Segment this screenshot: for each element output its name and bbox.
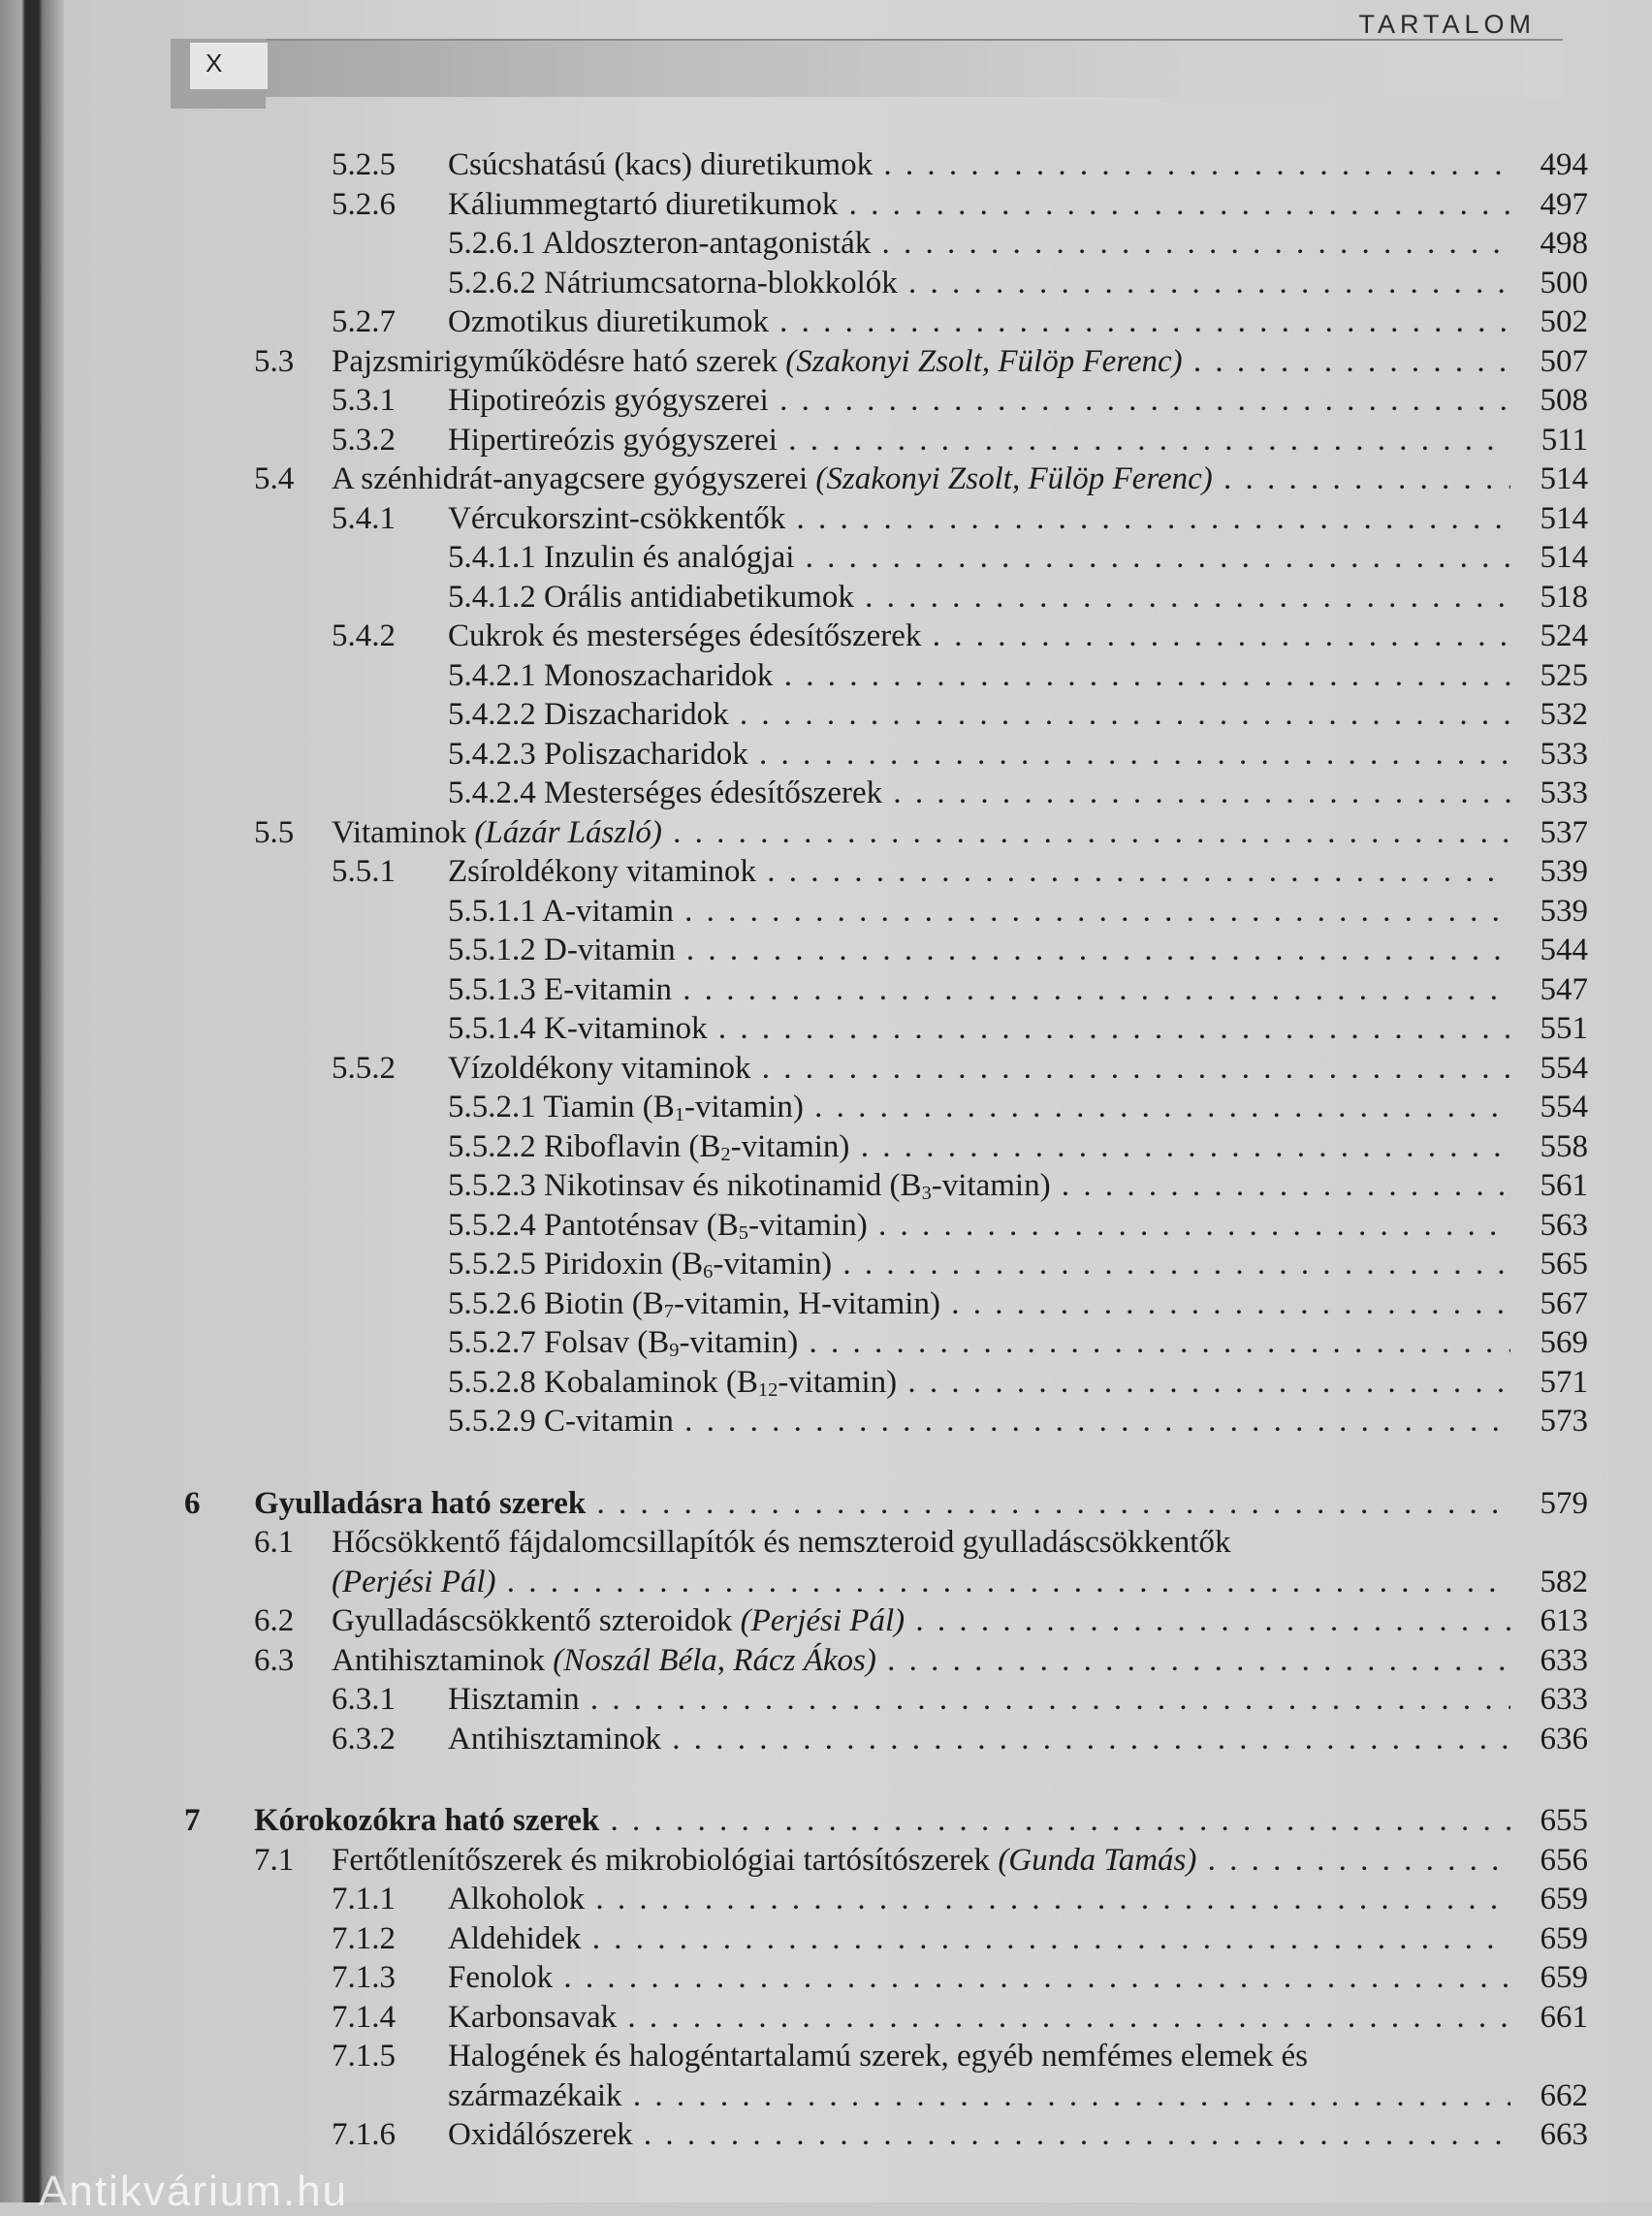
toc-leader-dots bbox=[662, 815, 1510, 850]
toc-entry-page: 514 bbox=[1540, 540, 1588, 575]
toc-leader-dots bbox=[876, 1643, 1510, 1678]
toc-entry-page: 567 bbox=[1540, 1285, 1588, 1321]
toc-entry bbox=[0, 421, 1652, 460]
toc-leader-dots bbox=[751, 1051, 1510, 1086]
watermark: Antikvárium.hu bbox=[39, 2168, 349, 2215]
toc-entry bbox=[0, 1323, 1652, 1363]
toc-entry-title-text: Káliummegtartó diuretikumok bbox=[448, 186, 839, 222]
toc-entry-title-text: Csúcshatású (kacs) diuretikumok bbox=[448, 147, 874, 182]
page-number: X bbox=[206, 48, 224, 78]
toc-leader-dots bbox=[871, 226, 1510, 261]
toc-entry-title-text: Alkoholok bbox=[448, 1882, 586, 1916]
toc-entry-number: 5.4 bbox=[254, 461, 295, 496]
toc-entry-author: (Szakonyi Zsolt, Fülöp Ferenc) bbox=[815, 461, 1213, 496]
toc-entry-title-text: Fenolok bbox=[448, 1960, 554, 1995]
toc-entry bbox=[0, 1563, 1652, 1602]
toc-entry-page: 573 bbox=[1540, 1404, 1588, 1439]
toc-entry bbox=[0, 2037, 1652, 2076]
toc-entry-page: 507 bbox=[1540, 343, 1588, 379]
toc-entry-title bbox=[448, 892, 1510, 931]
toc-entry-title bbox=[448, 774, 1510, 812]
toc-entry-subscript: 6 bbox=[703, 1261, 714, 1283]
toc-leader-dots bbox=[838, 187, 1510, 222]
toc-entry bbox=[0, 1601, 1652, 1641]
toc-entry-page: 659 bbox=[1540, 1920, 1588, 1956]
toc-entry-title-text: Aldehidek bbox=[448, 1920, 582, 1956]
toc-leader-dots bbox=[581, 1921, 1510, 1956]
toc-entry bbox=[0, 1841, 1652, 1881]
toc-entry-title-tail: -vitamin) bbox=[778, 1364, 898, 1400]
toc-entry-title bbox=[448, 224, 1510, 263]
toc-entry-title-text: Oxidálószerek bbox=[448, 2117, 633, 2152]
toc-entry-page: 579 bbox=[1540, 1485, 1588, 1521]
toc-entry-page: 532 bbox=[1540, 697, 1588, 732]
toc-entry bbox=[0, 1206, 1652, 1246]
toc-entry-title bbox=[448, 1720, 1510, 1758]
toc-entry-title bbox=[448, 381, 1510, 420]
toc-entry-page: 656 bbox=[1540, 1842, 1588, 1878]
toc-entry-title bbox=[448, 1998, 1510, 2037]
toc-entry-title-text: 5.5.2.5 Piridoxin (B bbox=[448, 1247, 704, 1282]
toc-entry-page: 661 bbox=[1540, 1999, 1588, 2035]
toc-entry-title-text: 5.5.1.3 E-vitamin bbox=[448, 971, 672, 1007]
toc-entry-title-text: 5.5.2.2 Riboflavin (B bbox=[448, 1128, 721, 1164]
toc-leader-dots bbox=[585, 1882, 1510, 1916]
toc-entry-title bbox=[448, 970, 1510, 1009]
toc-entry-number: 5.2.6 bbox=[332, 186, 396, 222]
toc-entry-number: 5.2.7 bbox=[332, 304, 396, 339]
toc-entry bbox=[0, 1801, 1652, 1841]
toc-entry-page: 633 bbox=[1540, 1682, 1588, 1717]
toc-entry bbox=[0, 1523, 1652, 1563]
toc-entry bbox=[0, 1641, 1652, 1681]
toc-entry bbox=[0, 1880, 1652, 1919]
toc-leader-dots bbox=[622, 2078, 1510, 2113]
toc-entry-number: 5.2.5 bbox=[332, 147, 396, 182]
toc-entry-page: 537 bbox=[1540, 814, 1588, 850]
toc-entry-subscript: 12 bbox=[757, 1378, 778, 1401]
toc-entry-page: 494 bbox=[1540, 147, 1588, 182]
toc-entry-title-text: 5.4.1.1 Inzulin és analógjai bbox=[448, 540, 795, 575]
toc-entry-title bbox=[448, 2037, 1510, 2075]
toc-leader-dots bbox=[849, 1129, 1510, 1164]
toc-leader-dots bbox=[676, 933, 1510, 967]
toc-leader-dots bbox=[633, 2117, 1510, 2152]
toc-leader-dots bbox=[868, 1208, 1510, 1243]
toc-entry-title bbox=[448, 1009, 1510, 1048]
toc-entry-title bbox=[332, 459, 1510, 498]
toc-entry-number: 6.2 bbox=[254, 1603, 295, 1638]
toc-leader-dots bbox=[769, 304, 1510, 339]
table-of-contents bbox=[0, 145, 1652, 2155]
toc-entry-title-text: 5.5.1.1 A-vitamin bbox=[448, 893, 674, 929]
toc-entry-page: 561 bbox=[1540, 1168, 1588, 1203]
toc-entry-page: 663 bbox=[1540, 2117, 1588, 2152]
toc-entry bbox=[0, 224, 1652, 264]
toc-entry-title-text: 5.4.2.3 Poliszacharidok bbox=[448, 736, 748, 772]
toc-entry-title bbox=[448, 735, 1510, 774]
toc-leader-dots bbox=[773, 658, 1510, 693]
toc-entry-number: 5.3 bbox=[254, 343, 295, 379]
toc-entry-page: 498 bbox=[1540, 226, 1588, 261]
toc-entry-title-text: 5.2.6.1 Aldoszteron-antagonisták bbox=[448, 226, 872, 261]
toc-spacer bbox=[0, 1441, 1652, 1484]
toc-entry-page: 655 bbox=[1540, 1803, 1588, 1838]
toc-entry bbox=[0, 1484, 1652, 1524]
header-box-inner bbox=[190, 43, 268, 89]
toc-entry-title bbox=[448, 302, 1510, 341]
toc-entry-page: 636 bbox=[1540, 1721, 1588, 1757]
toc-entry bbox=[0, 1402, 1652, 1441]
toc-entry-title bbox=[448, 931, 1510, 969]
toc-entry-title bbox=[332, 1601, 1510, 1640]
toc-entry-title bbox=[448, 1880, 1510, 1918]
toc-entry-page: 524 bbox=[1540, 618, 1588, 653]
toc-entry-title-text: 5.5.2.6 Biotin (B bbox=[448, 1285, 664, 1321]
toc-entry-title bbox=[448, 264, 1510, 302]
toc-entry-title-text: 5.5.2.4 Pantoténsav (B bbox=[448, 1207, 739, 1243]
toc-entry bbox=[0, 656, 1652, 696]
toc-entry-title-text: Kórokozókra ható szerek bbox=[254, 1803, 600, 1838]
toc-entry-title bbox=[332, 1523, 1510, 1562]
toc-leader-dots bbox=[586, 1486, 1510, 1521]
toc-entry-title-text: 5.4.2.1 Monoszacharidok bbox=[448, 657, 774, 693]
toc-entry-title-text: Hőcsökkentő fájdalomcsillapítók és nemszteroid gyulladáscsökkentők bbox=[332, 1525, 1231, 1560]
toc-leader-dots bbox=[674, 894, 1510, 929]
toc-entry bbox=[0, 185, 1652, 225]
toc-entry-title bbox=[448, 1363, 1510, 1402]
toc-entry-subscript: 7 bbox=[663, 1300, 674, 1322]
toc-entry-title-text: 5.4.1.2 Orális antidiabetikumok bbox=[448, 579, 854, 615]
toc-entry bbox=[0, 342, 1652, 382]
toc-entry-title bbox=[448, 578, 1510, 617]
toc-entry-subscript: 3 bbox=[921, 1183, 932, 1205]
toc-entry bbox=[0, 1127, 1652, 1167]
toc-entry-title bbox=[448, 1284, 1510, 1323]
toc-entry bbox=[0, 695, 1652, 735]
toc-leader-dots bbox=[674, 1404, 1510, 1439]
toc-entry-page: 551 bbox=[1540, 1011, 1588, 1046]
toc-entry bbox=[0, 578, 1652, 617]
toc-entry-title bbox=[448, 1127, 1510, 1166]
toc-leader-dots bbox=[617, 2000, 1510, 2035]
toc-leader-dots bbox=[882, 776, 1510, 810]
toc-entry-title bbox=[448, 1919, 1510, 1958]
toc-entry-title-text: Hipotireózis gyógyszerei bbox=[448, 383, 769, 418]
toc-entry bbox=[0, 2115, 1652, 2155]
toc-leader-dots bbox=[873, 147, 1510, 182]
toc-entry-number: 7.1 bbox=[254, 1842, 295, 1878]
toc-entry-title-tail: -vitamin) bbox=[713, 1247, 833, 1282]
toc-entry-number: 5.5.2 bbox=[332, 1050, 396, 1086]
toc-leader-dots bbox=[1196, 1843, 1510, 1878]
toc-entry-page: 514 bbox=[1540, 500, 1588, 536]
toc-entry bbox=[0, 1245, 1652, 1284]
toc-leader-dots bbox=[580, 1682, 1510, 1717]
toc-entry-page: 571 bbox=[1540, 1364, 1588, 1400]
toc-entry-page: 563 bbox=[1540, 1207, 1588, 1243]
toc-entry-page: 547 bbox=[1540, 971, 1588, 1007]
toc-entry-page: 613 bbox=[1540, 1603, 1588, 1638]
toc-entry-page: 565 bbox=[1540, 1247, 1588, 1282]
toc-entry-title-text: 5.5.2.7 Folsav (B bbox=[448, 1325, 670, 1360]
toc-entry bbox=[0, 499, 1652, 539]
toc-entry-title-text: Vitaminok bbox=[332, 814, 467, 850]
toc-entry-page: 659 bbox=[1540, 1960, 1588, 1995]
toc-entry-title-tail: -vitamin) bbox=[684, 1090, 804, 1124]
toc-leader-dots bbox=[794, 540, 1510, 575]
toc-entry-title bbox=[448, 2115, 1510, 2154]
toc-leader-dots bbox=[661, 1722, 1510, 1757]
toc-entry-title bbox=[332, 1641, 1510, 1680]
toc-leader-dots bbox=[756, 854, 1510, 889]
toc-entry bbox=[0, 735, 1652, 775]
toc-leader-dots bbox=[599, 1803, 1510, 1838]
toc-entry-title bbox=[448, 538, 1510, 577]
toc-entry-title bbox=[448, 695, 1510, 734]
toc-entry-title bbox=[254, 1484, 1510, 1523]
toc-entry-title bbox=[448, 185, 1510, 224]
toc-entry-title-text: 5.2.6.2 Nátriumcsatorna-blokkolók bbox=[448, 265, 898, 301]
toc-entry-title-tail: -vitamin) bbox=[730, 1128, 850, 1164]
toc-entry-title bbox=[448, 1049, 1510, 1088]
toc-leader-dots bbox=[496, 1565, 1510, 1599]
toc-entry bbox=[0, 1363, 1652, 1403]
toc-entry bbox=[0, 1958, 1652, 1998]
toc-entry-title bbox=[332, 813, 1510, 852]
toc-entry-page: 518 bbox=[1540, 579, 1588, 615]
toc-entry-number: 6.3.2 bbox=[332, 1721, 396, 1757]
toc-entry bbox=[0, 381, 1652, 421]
toc-entry-page: 544 bbox=[1540, 933, 1588, 967]
toc-leader-dots bbox=[729, 697, 1510, 732]
toc-entry-title-text: Zsíroldékony vitaminok bbox=[448, 854, 757, 889]
toc-entry bbox=[0, 852, 1652, 892]
toc-leader-dots bbox=[672, 972, 1510, 1007]
toc-entry-title bbox=[448, 1245, 1510, 1283]
toc-entry-title bbox=[332, 1563, 1510, 1601]
toc-entry-page: 514 bbox=[1540, 461, 1588, 496]
toc-entry-title-text: Ozmotikus diuretikumok bbox=[448, 304, 769, 339]
toc-leader-dots bbox=[769, 383, 1510, 418]
toc-entry-page: 659 bbox=[1540, 1882, 1588, 1916]
toc-entry bbox=[0, 538, 1652, 578]
toc-entry bbox=[0, 1049, 1652, 1089]
toc-entry bbox=[0, 1088, 1652, 1127]
toc-entry-title-text: 5.4.2.4 Mesterséges édesítőszerek bbox=[448, 776, 883, 810]
toc-leader-dots bbox=[897, 1365, 1510, 1400]
toc-entry-title bbox=[448, 2076, 1510, 2115]
toc-entry bbox=[0, 931, 1652, 970]
toc-entry-title bbox=[448, 1088, 1510, 1126]
toc-entry-title bbox=[448, 617, 1510, 655]
toc-entry-page: 508 bbox=[1540, 383, 1588, 418]
toc-entry-title-text: Vércukorszint-csökkentők bbox=[448, 500, 786, 536]
toc-entry-title-text: Halogének és halogéntartalamú szerek, egyéb nemfémes elemek és bbox=[448, 2039, 1308, 2074]
toc-entry-number: 7.1.6 bbox=[332, 2117, 396, 2152]
toc-entry bbox=[0, 1680, 1652, 1720]
toc-entry-title bbox=[448, 421, 1510, 459]
toc-leader-dots bbox=[832, 1247, 1510, 1282]
toc-entry-title bbox=[448, 1680, 1510, 1719]
toc-entry-title bbox=[448, 499, 1510, 538]
toc-leader-dots bbox=[905, 1603, 1510, 1638]
toc-entry bbox=[0, 1720, 1652, 1759]
toc-entry bbox=[0, 813, 1652, 853]
toc-entry bbox=[0, 1919, 1652, 1959]
toc-entry-title-text: Fertőtlenítőszerek és mikrobiológiai tartósítószerek bbox=[332, 1842, 991, 1878]
toc-entry-title bbox=[448, 1958, 1510, 1997]
toc-entry-page: 511 bbox=[1541, 422, 1588, 458]
toc-entry-page: 502 bbox=[1540, 304, 1588, 339]
toc-entry-page: 497 bbox=[1540, 186, 1588, 222]
toc-entry-title-tail: -vitamin) bbox=[747, 1207, 868, 1243]
toc-leader-dots bbox=[785, 501, 1510, 536]
toc-entry-title bbox=[254, 1801, 1510, 1840]
toc-entry-author: (Lázár László) bbox=[474, 814, 662, 850]
toc-leader-dots bbox=[798, 1325, 1510, 1360]
toc-entry-title-text: Gyulladásra ható szerek bbox=[254, 1485, 587, 1521]
toc-entry-title bbox=[448, 1166, 1510, 1205]
toc-entry-subscript: 9 bbox=[669, 1340, 680, 1362]
toc-entry-number: 7.1.3 bbox=[332, 1960, 396, 1995]
toc-entry-number: 7.1.2 bbox=[332, 1920, 396, 1956]
toc-spacer bbox=[0, 1758, 1652, 1801]
toc-entry-number: 6.3.1 bbox=[332, 1682, 396, 1717]
toc-entry bbox=[0, 1166, 1652, 1206]
toc-entry bbox=[0, 1009, 1652, 1049]
toc-entry-subscript: 1 bbox=[674, 1104, 685, 1126]
toc-entry-page: 533 bbox=[1540, 776, 1588, 810]
toc-entry-subscript: 5 bbox=[738, 1221, 748, 1244]
toc-entry-number: 5.3.1 bbox=[332, 383, 396, 418]
toc-entry bbox=[0, 1284, 1652, 1324]
toc-leader-dots bbox=[898, 266, 1510, 301]
toc-leader-dots bbox=[921, 618, 1510, 653]
running-head: TARTALOM bbox=[1358, 10, 1536, 39]
toc-entry-number: 7.1.4 bbox=[332, 1999, 396, 2035]
toc-entry bbox=[0, 617, 1652, 656]
toc-entry-number: 5.4.2 bbox=[332, 618, 396, 653]
toc-entry-title-text: A szénhidrát-anyagcsere gyógyszerei bbox=[332, 461, 809, 496]
toc-entry-page: 662 bbox=[1540, 2077, 1588, 2113]
toc-entry-author: (Perjési Pál) bbox=[332, 1564, 496, 1599]
toc-entry-title bbox=[448, 145, 1510, 184]
toc-entry bbox=[0, 892, 1652, 932]
toc-entry-title-tail: -vitamin) bbox=[679, 1325, 799, 1360]
toc-entry-number: 6.1 bbox=[254, 1525, 295, 1560]
toc-entry-title-text: 5.4.2.2 Diszacharidok bbox=[448, 697, 729, 732]
toc-entry-number: 5.5 bbox=[254, 814, 295, 850]
toc-entry-title-text: Antihisztaminok bbox=[448, 1721, 661, 1757]
toc-entry-page: 582 bbox=[1540, 1564, 1588, 1599]
toc-entry-author: (Noszál Béla, Rácz Ákos) bbox=[553, 1642, 876, 1678]
toc-entry-subscript: 2 bbox=[720, 1143, 731, 1165]
toc-entry-title-text: Cukrok és mesterséges édesítőszerek bbox=[448, 618, 922, 653]
toc-entry-page: 525 bbox=[1540, 657, 1588, 693]
toc-entry-title bbox=[448, 1206, 1510, 1245]
toc-entry-title-tail: -vitamin) bbox=[931, 1168, 1051, 1203]
toc-entry-number: 5.5.1 bbox=[332, 854, 396, 889]
toc-entry-title bbox=[332, 1841, 1510, 1880]
toc-entry-number: 7 bbox=[184, 1803, 201, 1838]
toc-entry-page: 539 bbox=[1540, 854, 1588, 889]
toc-leader-dots bbox=[804, 1090, 1510, 1124]
toc-entry-title-text: származékaik bbox=[448, 2077, 622, 2113]
toc-entry-title-text: 5.5.2.3 Nikotinsav és nikotinamid (B bbox=[448, 1168, 922, 1203]
toc-entry-title-text: 5.5.2.9 C-vitamin bbox=[448, 1404, 674, 1439]
toc-leader-dots bbox=[708, 1011, 1510, 1046]
toc-entry bbox=[0, 774, 1652, 813]
toc-entry-title bbox=[448, 656, 1510, 695]
toc-entry-title bbox=[448, 852, 1510, 891]
toc-entry-title-text: Vízoldékony vitaminok bbox=[448, 1050, 751, 1086]
toc-entry bbox=[0, 2076, 1652, 2116]
toc-leader-dots bbox=[748, 737, 1510, 772]
toc-entry-number: 7.1.5 bbox=[332, 2039, 396, 2074]
toc-entry bbox=[0, 459, 1652, 499]
toc-entry-title-text: Hipertireózis gyógyszerei bbox=[448, 422, 778, 458]
toc-entry-author: (Szakonyi Zsolt, Fülöp Ferenc) bbox=[785, 343, 1183, 379]
toc-leader-dots bbox=[1183, 344, 1510, 379]
toc-entry-title-text: Gyulladáscsökkentő szteroidok bbox=[332, 1603, 733, 1638]
toc-entry bbox=[0, 264, 1652, 303]
toc-entry-title-text: Hisztamin bbox=[448, 1682, 580, 1717]
toc-leader-dots bbox=[1051, 1168, 1510, 1203]
toc-entry-page: 569 bbox=[1540, 1325, 1588, 1360]
toc-entry-page: 558 bbox=[1540, 1128, 1588, 1164]
toc-leader-dots bbox=[553, 1960, 1510, 1995]
toc-entry-page: 554 bbox=[1540, 1050, 1588, 1086]
toc-entry bbox=[0, 145, 1652, 185]
toc-entry-title bbox=[332, 342, 1510, 381]
toc-leader-dots bbox=[1213, 461, 1510, 496]
toc-entry-page: 633 bbox=[1540, 1642, 1588, 1678]
toc-entry-title bbox=[448, 1402, 1510, 1440]
header-band bbox=[171, 39, 1563, 97]
toc-entry-number: 6 bbox=[184, 1485, 201, 1521]
toc-entry-title-text: 5.5.1.2 D-vitamin bbox=[448, 933, 676, 967]
toc-entry-number: 7.1.1 bbox=[332, 1882, 396, 1916]
toc-entry-page: 539 bbox=[1540, 893, 1588, 929]
toc-entry-page: 500 bbox=[1540, 265, 1588, 301]
toc-entry-number: 5.4.1 bbox=[332, 500, 396, 536]
toc-entry-author: (Perjési Pál) bbox=[740, 1603, 905, 1638]
toc-entry-title bbox=[448, 1323, 1510, 1362]
toc-entry-number: 6.3 bbox=[254, 1642, 295, 1678]
toc-entry bbox=[0, 970, 1652, 1010]
toc-leader-dots bbox=[940, 1286, 1510, 1321]
toc-entry-author: (Gunda Tamás) bbox=[998, 1842, 1197, 1878]
toc-entry-title-text: Pajzsmirigyműködésre ható szerek bbox=[332, 343, 778, 379]
toc-entry-title-text: 5.5.2.8 Kobalaminok (B bbox=[448, 1364, 758, 1400]
toc-entry-title-text: Antihisztaminok bbox=[332, 1642, 545, 1678]
toc-entry-page: 533 bbox=[1540, 736, 1588, 772]
toc-entry-page: 554 bbox=[1540, 1090, 1588, 1124]
toc-leader-dots bbox=[854, 580, 1510, 615]
toc-entry-title-text: Karbonsavak bbox=[448, 1999, 618, 2035]
toc-entry bbox=[0, 1998, 1652, 2038]
toc-entry-title-text: 5.5.1.4 K-vitaminok bbox=[448, 1011, 708, 1046]
toc-entry-number: 5.3.2 bbox=[332, 422, 396, 458]
toc-leader-dots bbox=[778, 423, 1510, 458]
toc-entry bbox=[0, 302, 1652, 342]
toc-entry-title-text: 5.5.2.1 Tiamin (B bbox=[448, 1090, 675, 1124]
toc-entry-title-tail: -vitamin, H-vitamin) bbox=[674, 1285, 940, 1321]
